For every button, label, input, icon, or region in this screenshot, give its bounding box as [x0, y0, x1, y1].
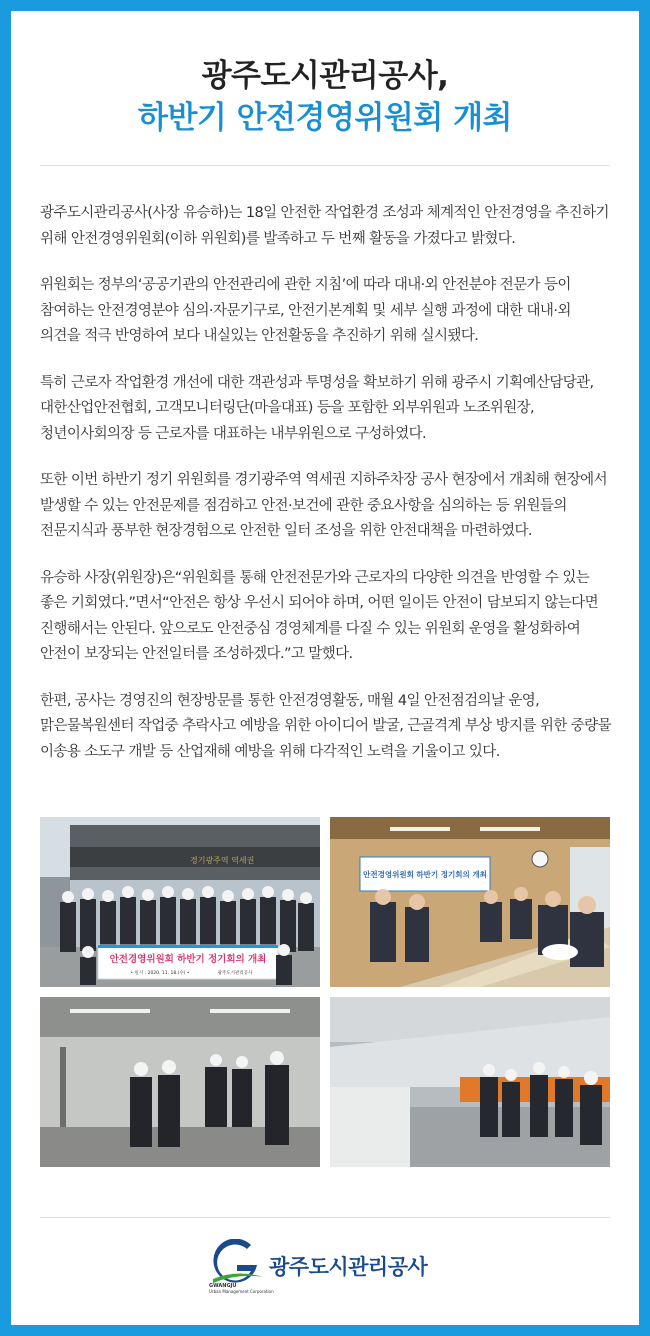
paragraph-1: 광주도시관리공사(사장 유승하)는 18일 안전한 작업환경 조성과 체계적인 안전경영을 추진하기 위해 안전경영위원회(이하 위원회)를 발족하고 두 번째 활동을 가졌다고 밝혔다.	[40, 205, 609, 247]
banner1-sub: • 일시 : 2020. 11. 18.(수) •	[130, 971, 190, 976]
footer-logo	[207, 1239, 447, 1299]
building-sign-text: 경기광주역 역세권	[190, 856, 255, 865]
paragraph-5: 유승하 사장(위원장)은“위원회를 통해 안전전문가와 근로자의 다양한 의견을 반영할 수 있는 좋은 기회였다.”면서“안전은 항상 우선시 되어야 하며, 어떤 일이든 안전이 담보되지 않는다면 진행해서는 안된다. 앞으로도 안전중심 경영체계를 다질 수 있는 위원회 운영을 활성화하여 안전이 보장되는 안전일터를 조성하겠다.”고 말했다.	[40, 569, 598, 662]
paragraph-2: 위원회는 정부의‘공공기관의 안전관리에 관한 지침’에 따라 대내·외 안전분야 전문가 등이 참여하는 안전경영분야 심의·자문기구로, 안전기본계획 및 세부 실행 과정에 대한 대내·외 의견을 적극 반영하여 보다 내실있는 안전활동을 추진하기 위해 실시됐다.	[40, 277, 571, 344]
page-title-line1: 광주도시관리공사,	[201, 58, 449, 94]
paragraph-6: 한편, 공사는 경영진의 현장방문를 통한 안전경영활동, 매월 4일 안전점검의날 운영, 맑은물복원센터 작업중 추락사고 예방을 위한 아이디어 발굴, 근골격계 부상 방지를 위한 중량물 이송용 소도구 개발 등 산업재해 예방을 위해 다각적인 노력을 기울이고 있다.	[40, 692, 611, 760]
page-title-line2: 하반기 안전경영위원회 개최	[138, 100, 512, 136]
banner1-org: 광주도시관리공사	[217, 971, 253, 976]
photo-meeting-room	[330, 817, 610, 987]
paragraph-4: 또한 이번 하반기 정기 위원회를 경기광주역 역세권 지하주차장 공사 현장에서 개최해 현장에서 발생할 수 있는 안전문제를 점검하고 안전·보건에 관한 중요사항을 심의하는 등 위원들의 전문지식과 풍부한 현장경험으로 안전한 일터 조성을 위한 안전대책을 마련하였다.	[40, 472, 607, 539]
photo-site-inspection-2	[330, 997, 610, 1167]
bottom-divider	[40, 1217, 610, 1218]
banner2-text: 안전경영위원회 하반기 정기회의 개최	[363, 870, 487, 879]
company-sub-name-2: Urban Management Corporation	[209, 1289, 274, 1294]
company-name: 광주도시관리공사	[269, 1255, 428, 1279]
photo-grid	[40, 817, 610, 1167]
photo-site-inspection-1	[40, 997, 320, 1167]
top-divider	[40, 165, 610, 166]
company-sub-name	[209, 1283, 274, 1295]
article-body	[40, 201, 612, 786]
photo-group-banner	[40, 817, 320, 987]
banner1-text: 안전경영위원회 하반기 정기회의 개최	[109, 954, 267, 965]
paragraph-3: 특히 근로자 작업환경 개선에 대한 객관성과 투명성을 확보하기 위해 광주시 기획예산담당관, 대한산업안전협회, 고객모니터링단(마을대표) 등을 포함한 외부위원과 노조위원장, 청년이사회의장 등 근로자를 대표하는 내부위원으로 구성하였다.	[40, 374, 594, 442]
content-card	[11, 11, 639, 1325]
company-sub-name-1: GWANGJU	[209, 1283, 237, 1289]
